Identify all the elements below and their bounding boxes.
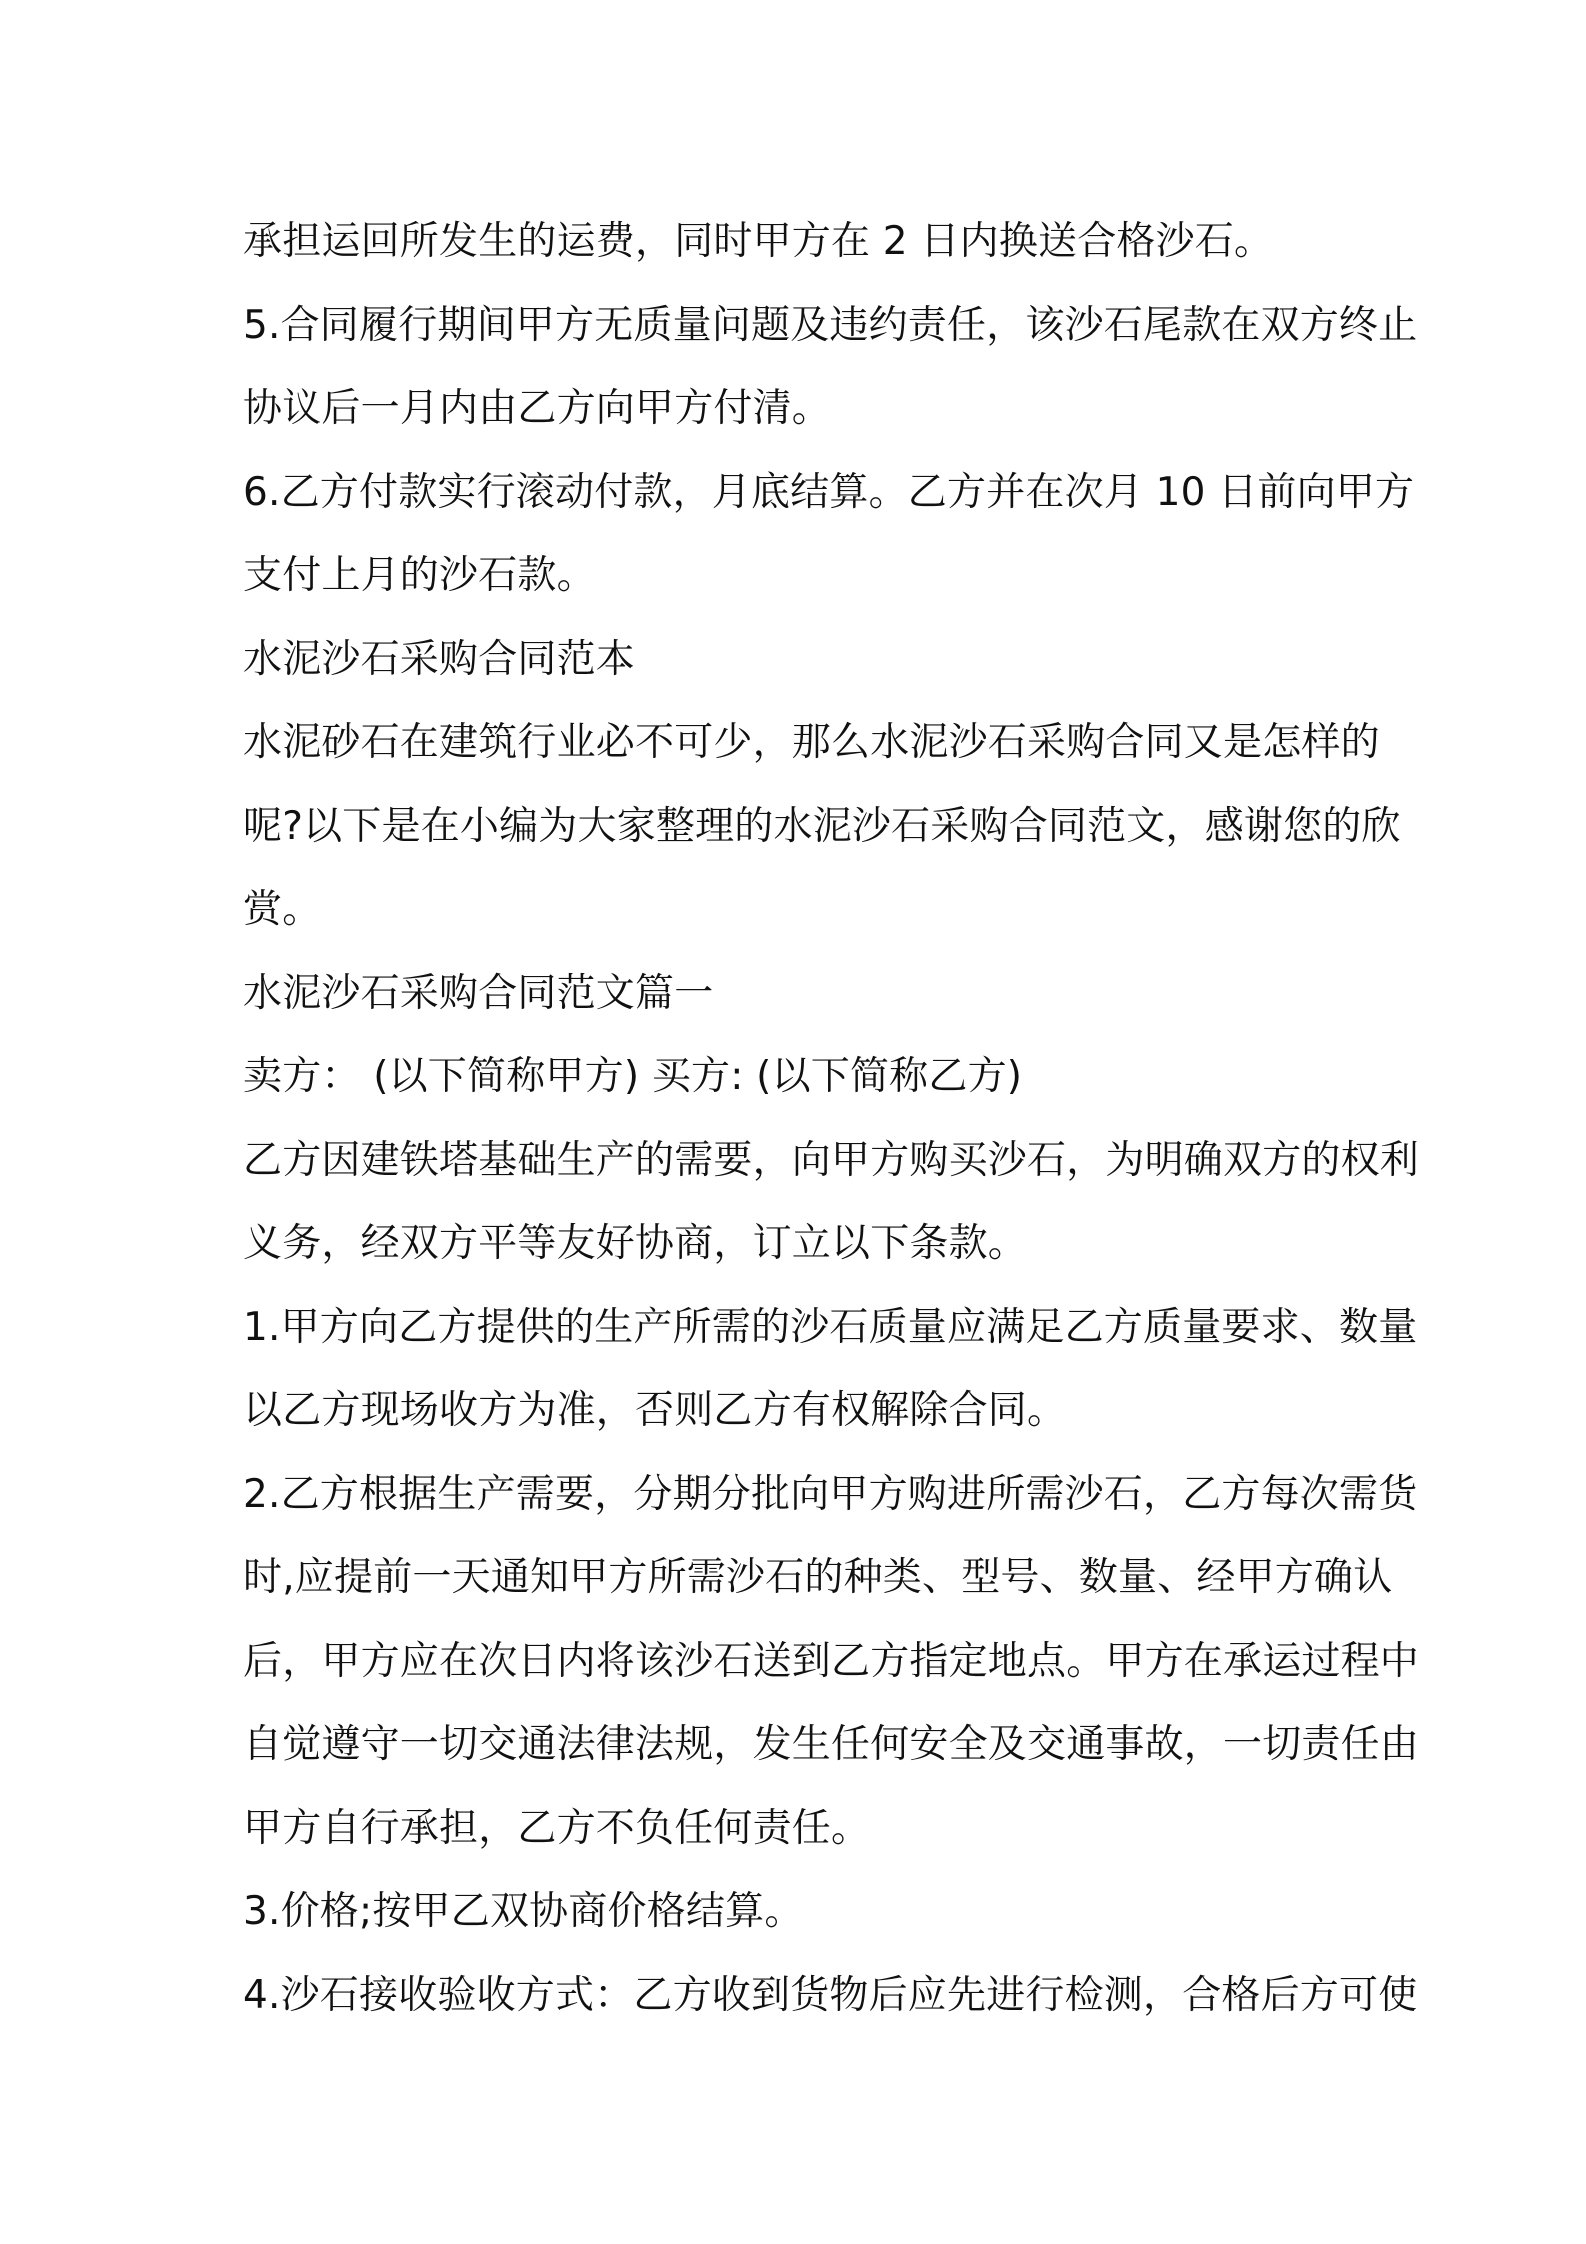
text-line: 水泥砂石在建筑行业必不可少，那么水泥沙石采购合同又是怎样的	[243, 720, 1380, 765]
text-line: 协议后一月内由乙方向甲方付清。	[243, 386, 832, 431]
text-line: 义务，经双方平等友好协商，订立以下条款。	[243, 1221, 1028, 1266]
clause-line: 3.价格;按甲乙双协商价格结算。	[243, 1889, 804, 1934]
text-line: 乙方因建铁塔基础生产的需要，向甲方购买沙石，为明确双方的权利	[243, 1137, 1420, 1183]
clause-line: 后，甲方应在次日内将该沙石送到乙方指定地点。甲方在承运过程中	[243, 1638, 1420, 1684]
text-line: 承担运回所发生的运费，同时甲方在 2 日内换送合格沙石。	[243, 219, 1274, 264]
clause-line: 时,应提前一天通知甲方所需沙石的种类、型号、数量、经甲方确认	[243, 1555, 1393, 1600]
clause-line: 4.沙石接收验收方式：乙方收到货物后应先进行检测，合格后方可使	[243, 1972, 1418, 2018]
text-line: 6.乙方付款实行滚动付款，月底结算。乙方并在次月 10 日前向甲方	[243, 469, 1415, 515]
document-body	[243, 200, 1420, 2037]
section-heading: 水泥沙石采购合同范本	[243, 636, 636, 682]
clause-line: 以乙方现场收方为准，否则乙方有权解除合同。	[243, 1388, 1067, 1433]
text-line: 呢?以下是在小编为大家整理的水泥沙石采购合同范文，感谢您的欣	[243, 803, 1401, 849]
text-line: 支付上月的沙石款。	[243, 553, 596, 598]
text-line: 5.合同履行期间甲方无质量问题及违约责任，该沙石尾款在双方终止	[243, 302, 1418, 348]
parties-line: 卖方： (以下简称甲方) 买方: (以下简称乙方)	[243, 1054, 1023, 1099]
clause-line: 自觉遵守一切交通法律法规，发生任何安全及交通事故，一切责任由	[243, 1722, 1420, 1767]
section-heading: 水泥沙石采购合同范文篇一	[243, 970, 714, 1016]
text-line: 赏。	[243, 887, 322, 932]
clause-line: 2.乙方根据生产需要，分期分批向甲方购进所需沙石，乙方每次需货	[243, 1471, 1418, 1517]
clause-line: 1.甲方向乙方提供的生产所需的沙石质量应满足乙方质量要求、数量	[243, 1304, 1418, 1350]
clause-line: 甲方自行承担，乙方不负任何责任。	[243, 1805, 871, 1851]
